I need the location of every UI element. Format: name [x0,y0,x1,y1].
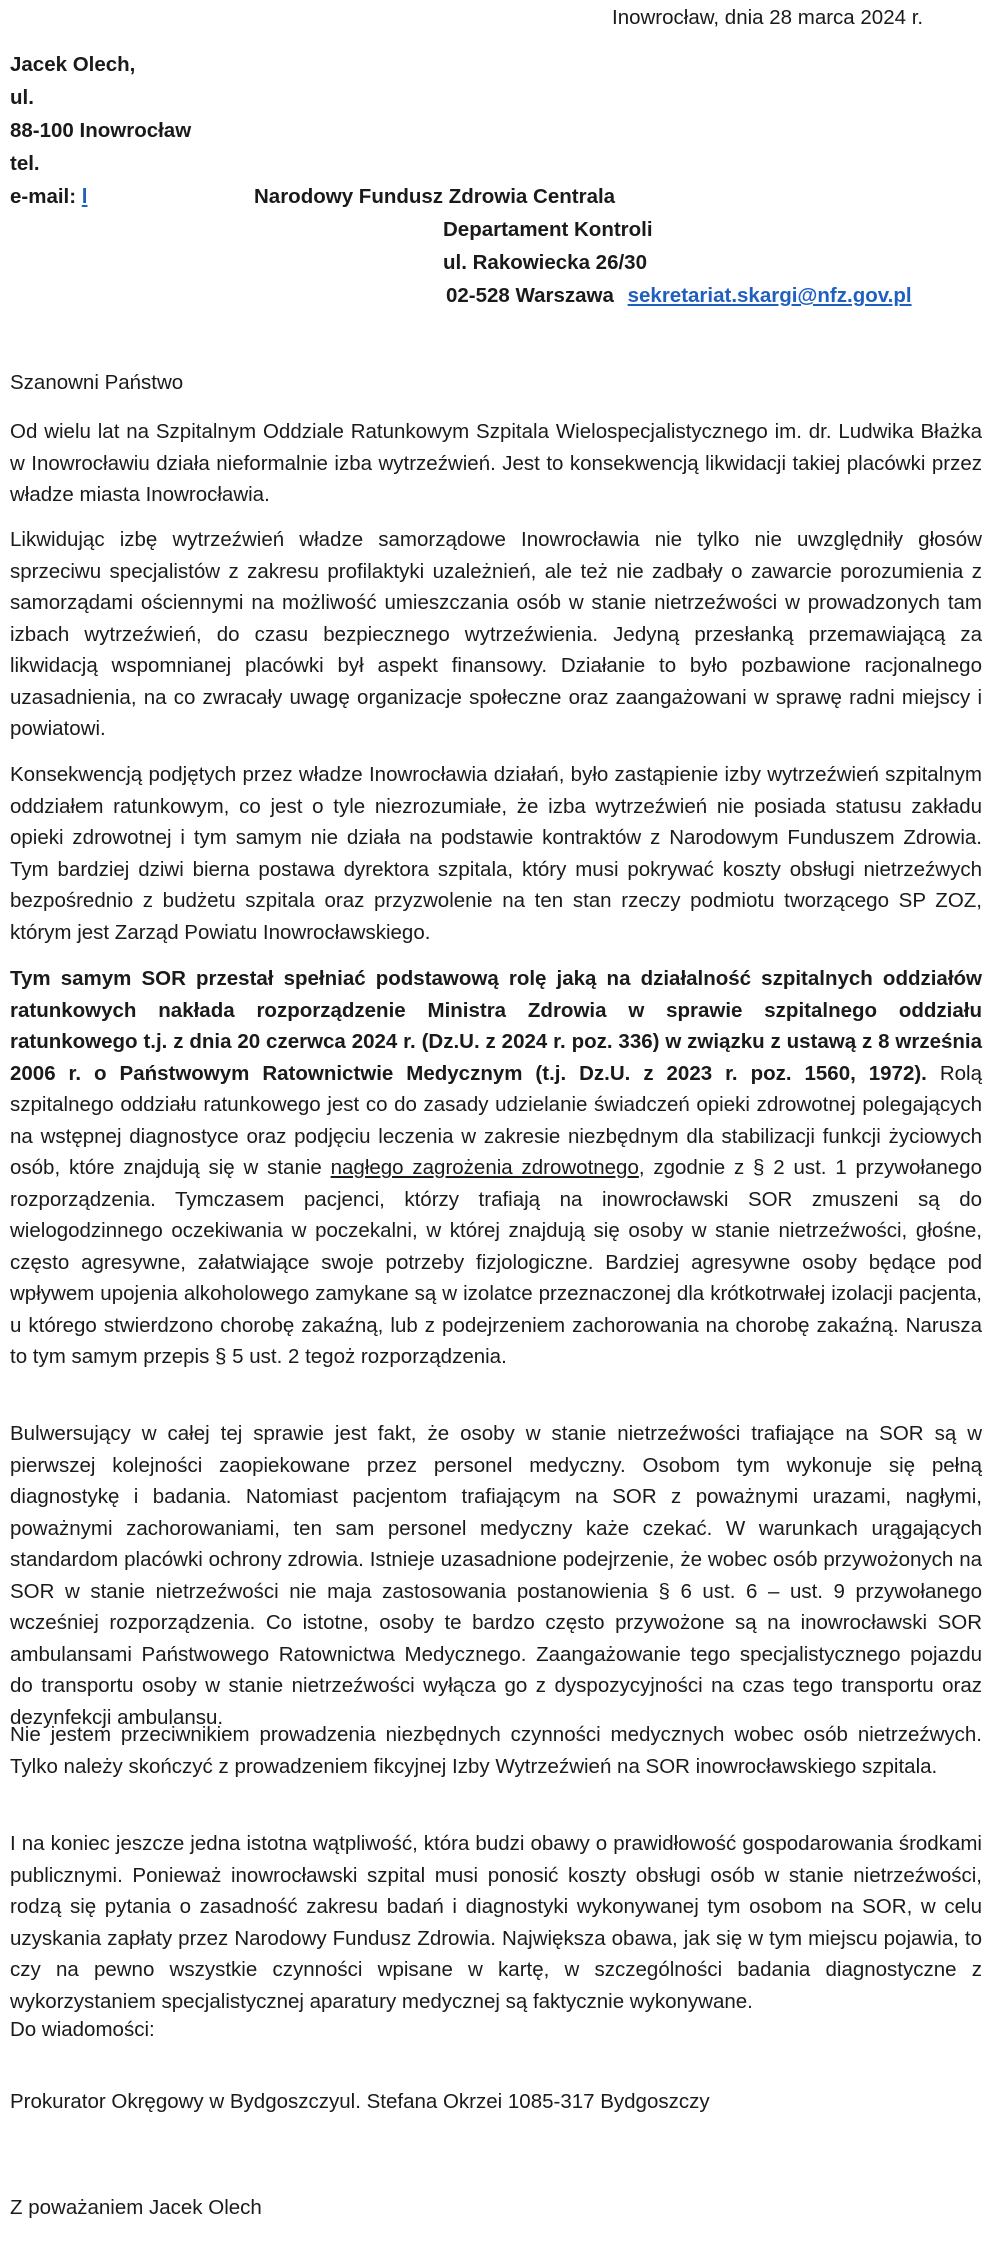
paragraph-6: Nie jestem przeciwnikiem prowadzenia niezbędnych czynności medycznych wobec osób nietrzeźwych. Tylko należy skończyć z prowadzeniem fikcyjnej Izby Wytrzeźwień na SOR inowrocławskiego szpitala. [10,1723,982,1778]
sender-email-label: e-mail: [10,185,77,208]
paragraph-3: Konsekwencją podjętych przez władze Inowrocławia działań, było zastąpienie izby wytrzeźwień szpitalnym oddziałem ratunkowym, co jest o tyle niezrozumiałe, że izba wytrzeźwień nie posiada statusu zakładu opieki zdrowotnej i tym samym nie działa na podstawie kontraktów z Narodowym Funduszem Zdrowia. Tym bardziej dziwi bierna postawa dyrektora szpitala, który musi pokrywać koszty obsługi nietrzeźwych bezpośrednio z budżetu szpitala oraz przyzwolenie na ten stan rzeczy podmiotu tworzącego SP ZOZ, którym jest Zarząd Powiatu Inowrocławskiego. [10,763,982,944]
sender-city: 88-100 Inowrocław [10,119,192,142]
paragraph-4 [10,963,982,1373]
closing-signature: Z poważaniem Jacek Olech [10,2196,262,2219]
salutation: Szanowni Państwo [10,371,184,394]
sender-phone: tel. [10,152,40,175]
paragraph-5: Bulwersujący w całej tej sprawie jest fakt, że osoby w stanie nietrzeźwości trafiające na SOR są w pierwszej kolejności zaopiekowane przez personel medyczny. Osobom tym wykonuje się pełną diagnostykę i badania. Natomiast pacjentom trafiającym na SOR z poważnymi urazami, nagłymi, poważnymi zachorowaniami, ten sam personel medyczny każe czekać. W warunkach urągających standardom placówki ochrony zdrowia. Istnieje uzasadnione podejrzenie, że wobec osób przywożonych na SOR w stanie nietrzeźwości nie maja zastosowania postanowienia § 6 ust. 6 – ust. 9 przywołanego wcześniej rozporządzenia. Co istotne, osoby te bardzo często przywożone są na inowrocławski SOR ambulansami Państwowego Ratownictwa Medycznego. Zaangażowanie tego specjalistycznego pojazdu do transportu osoby w stanie nietrzeźwości wyłącza go z dyspozycyjności na czas tego transportu oraz dezynfekcji ambulansu. [10,1422,982,1729]
sender-street: ul. [10,86,34,109]
paragraph-1: Od wielu lat na Szpitalnym Oddziale Ratunkowym Szpitala Wielospecjalistycznego im. dr. Ludwika Błażka w Inowrocławiu działa nieformalnie izba wytrzeźwień. Jest to konsekwencją likwidacji takiej placówki przez władze miasta Inowrocławia. [10,420,982,506]
recipient-address-row [446,284,912,308]
recipient-email-link[interactable]: sekretariat.skargi@nfz.gov.pl [627,284,912,307]
recipient-city: 02-528 Warszawa [446,284,614,307]
paragraph-2: Likwidując izbę wytrzeźwień władze samorządowe Inowrocławia nie tylko nie uwzględniły głosów sprzeciwu specjalistów z zakresu profilaktyki uzależnień, ale też nie zadbały o zawarcie porozumienia z samorządami ościennymi na możliwość umieszczania osób w stanie nietrzeźwości w prowadzonych tam izbach wytrzeźwień, do czasu bezpiecznego wytrzeźwienia. Jedyną przesłanką przemawiającą za likwidacją wspomnianej placówki był aspekt finansowy. Działanie to było pozbawione racjonalnego uzasadnienia, na co zwracały uwagę organizacje społeczne oraz zaangażowani w sprawę radni miejscy i powiatowi. [10,528,982,740]
cc-recipient: Prokurator Okręgowy w Bydgoszczyul. Stefana Okrzei 1085-317 Bydgoszczy [10,2090,710,2113]
paragraph-4-text-b: , zgodnie z § 2 ust. 1 przywołanego rozporządzenia. Tymczasem pacjenci, którzy trafiają na inowrocławski SOR zmuszeni są do wielogodzinnego oczekiwania w poczekalni, w której znajdują się osoby w stanie nietrzeźwości, głośne, często agresywne, załatwiające swoje potrzeby fizjologiczne. Bardziej agresywne osoby będące pod wpływem upojenia alkoholowego zamykane są w izolatce przeznaczonej dla krótkotrwałej izolacji pacjenta, u którego stwierdzono chorobę zakaźną, lub z podejrzeniem zachorowania na chorobę zakaźną. Narusza to tym samym przepis § 5 ust. 2 tegoż rozporządzenia. [10,1156,982,1368]
sender-email-link[interactable]: l [81,185,88,208]
recipient-department: Departament Kontroli [443,218,653,241]
paragraph-4-text-a: Rolą szpitalnego oddziału ratunkowego jest co do zasady udzielanie świadczeń opieki zdrowotnej polegających na wstępnej diagnostyce oraz podjęciu leczenia w zakresie niezbędnym dla stabilizacji funkcji życiowych osób, które znajdują się w stanie [10,1061,983,1179]
paragraph-4-bold: Tym samym SOR przestał spełniać podstawową rolę jaką na działalność szpitalnych oddziałów ratunkowych nakłada rozporządzenie Ministra Zdrowia w sprawie szpitalnego oddziału ratunkowego t.j. z dnia 20 czerwca 2024 r. (Dz.U. z 2024 r. poz. 336) w związku z ustawą z 8 września 2006 r. o Państwowym Ratownictwie Medycznym (t.j. Dz.U. z 2023 r. poz. 1560, 1972). [10,967,982,1085]
paragraph-4-underlined: nagłego zagrożenia zdrowotnego [330,1156,639,1179]
letter-date: Inowrocław, dnia 28 marca 2024 r. [612,6,924,29]
sender-name: Jacek Olech, [10,53,136,76]
sender-email-row [10,185,87,209]
cc-label: Do wiadomości: [10,2018,155,2041]
paragraph-7: I na koniec jeszcze jedna istotna wątpliwość, która budzi obawy o prawidłowość gospodarowania środkami publicznymi. Ponieważ inowrocławski szpital musi ponosić koszty obsługi osób w stanie nietrzeźwości, rodzą się pytania o zasadność zakresu badań i diagnostyki wykonywanej tym osobom na SOR, w celu uzyskania zapłaty przez Narodowy Fundusz Zdrowia. Największa obawa, jak się w tym miejscu pojawia, to czy na pewno wszystkie czynności wpisane w kartę, w szczególności badania diagnostyczne z wykorzystaniem specjalistycznej aparatury medycznej są faktycznie wykonywane. [10,1832,982,2013]
recipient-street: ul. Rakowiecka 26/30 [443,251,647,274]
recipient-name: Narodowy Fundusz Zdrowia Centrala [254,185,616,208]
